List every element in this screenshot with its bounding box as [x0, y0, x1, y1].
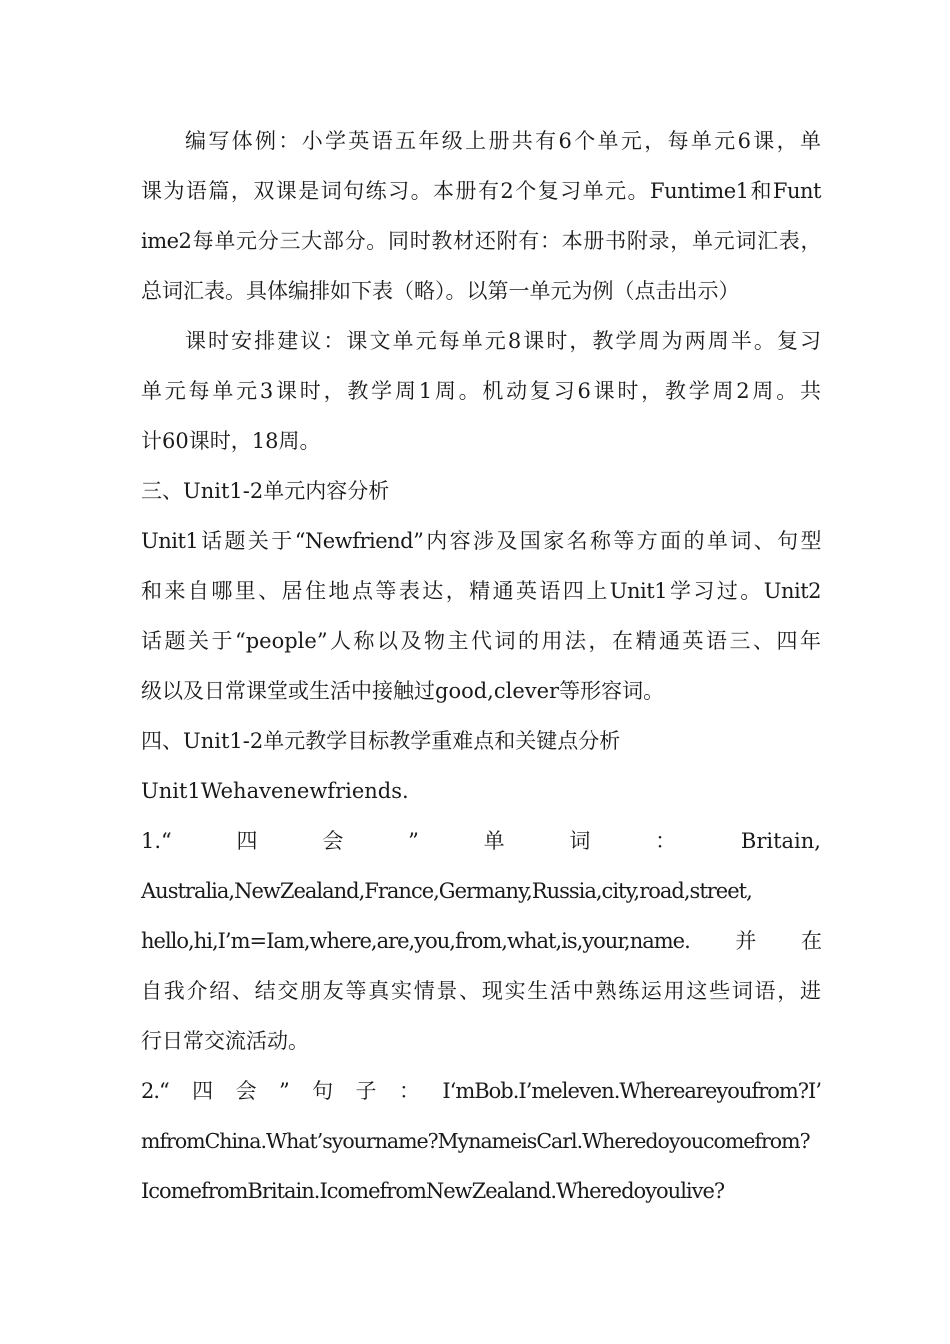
- item-number: 1.“: [141, 829, 172, 853]
- paragraph-line: 2.“四会”句子：I‘mBob.I’meleven.Whereareyoufrom?I’: [141, 1079, 821, 1103]
- paragraph-line: 和来自哪里、居住地点等表达，精通英语四上Unit1学习过。Unit2: [141, 579, 821, 603]
- spaced-char: 四: [236, 829, 258, 853]
- spaced-char: ”: [408, 829, 419, 853]
- spaced-char: ：: [655, 829, 677, 853]
- section-heading: 四、Unit1-2单元教学目标教学重难点和关键点分析: [141, 729, 621, 753]
- paragraph-line: ime2每单元分三大部分。同时教材还附有：本册书附录，单元词汇表，: [141, 229, 821, 253]
- paragraph-line: 单元每单元3课时，教学周1周。机动复习6课时，教学周2周。共: [141, 379, 821, 403]
- paragraph-line: hello,hi,I’m=Iam,where,are,you,from,what,is,your,name.并在: [141, 929, 821, 953]
- paragraph-line: 编写体例：小学英语五年级上册共有6个单元，每单元6课，单: [185, 129, 821, 153]
- paragraph-line: Australia,NewZealand,France,Germany,Russia,city,road,street,: [141, 879, 752, 903]
- unit-title: Unit1Wehavenewfriends.: [141, 779, 409, 803]
- spaced-char: 词: [569, 829, 591, 853]
- paragraph-line: Unit1话题关于“Newfriend”内容涉及国家名称等方面的单词、句型: [141, 529, 821, 553]
- paragraph-line: 计60课时，18周。: [141, 429, 321, 453]
- spaced-char: 会: [322, 829, 344, 853]
- paragraph-line: 行日常交流活动。: [141, 1029, 309, 1053]
- paragraph-line: [141, 816, 821, 866]
- spaced-word: Britain,: [740, 829, 821, 853]
- document-body: [141, 116, 821, 1216]
- paragraph-line: 自我介绍、结交朋友等真实情景、现实生活中熟练运用这些词语，进: [141, 979, 821, 1003]
- paragraph-line: 话题关于“people”人称以及物主代词的用法，在精通英语三、四年: [141, 629, 821, 653]
- paragraph-line: 总词汇表。具体编排如下表（略）。以第一单元为例（点击出示）: [141, 279, 740, 303]
- paragraph-line: 级以及日常课堂或生活中接触过good,clever等形容词。: [141, 679, 665, 703]
- paragraph-line: 课时安排建议：课文单元每单元8课时，教学周为两周半。复习: [185, 329, 821, 353]
- paragraph-line: mfromChina.What’syourname?MynameisCarl.Wheredoyoucomefrom?: [141, 1129, 810, 1153]
- spaced-char: 单: [483, 829, 505, 853]
- paragraph-line: IcomefromBritain.IcomefromNewZealand.Wheredoyoulive?: [141, 1179, 725, 1203]
- section-heading: 三、Unit1-2单元内容分析: [141, 479, 390, 503]
- paragraph-line: 课为语篇，双课是词句练习。本册有2个复习单元。Funtime1和Funt: [141, 179, 821, 203]
